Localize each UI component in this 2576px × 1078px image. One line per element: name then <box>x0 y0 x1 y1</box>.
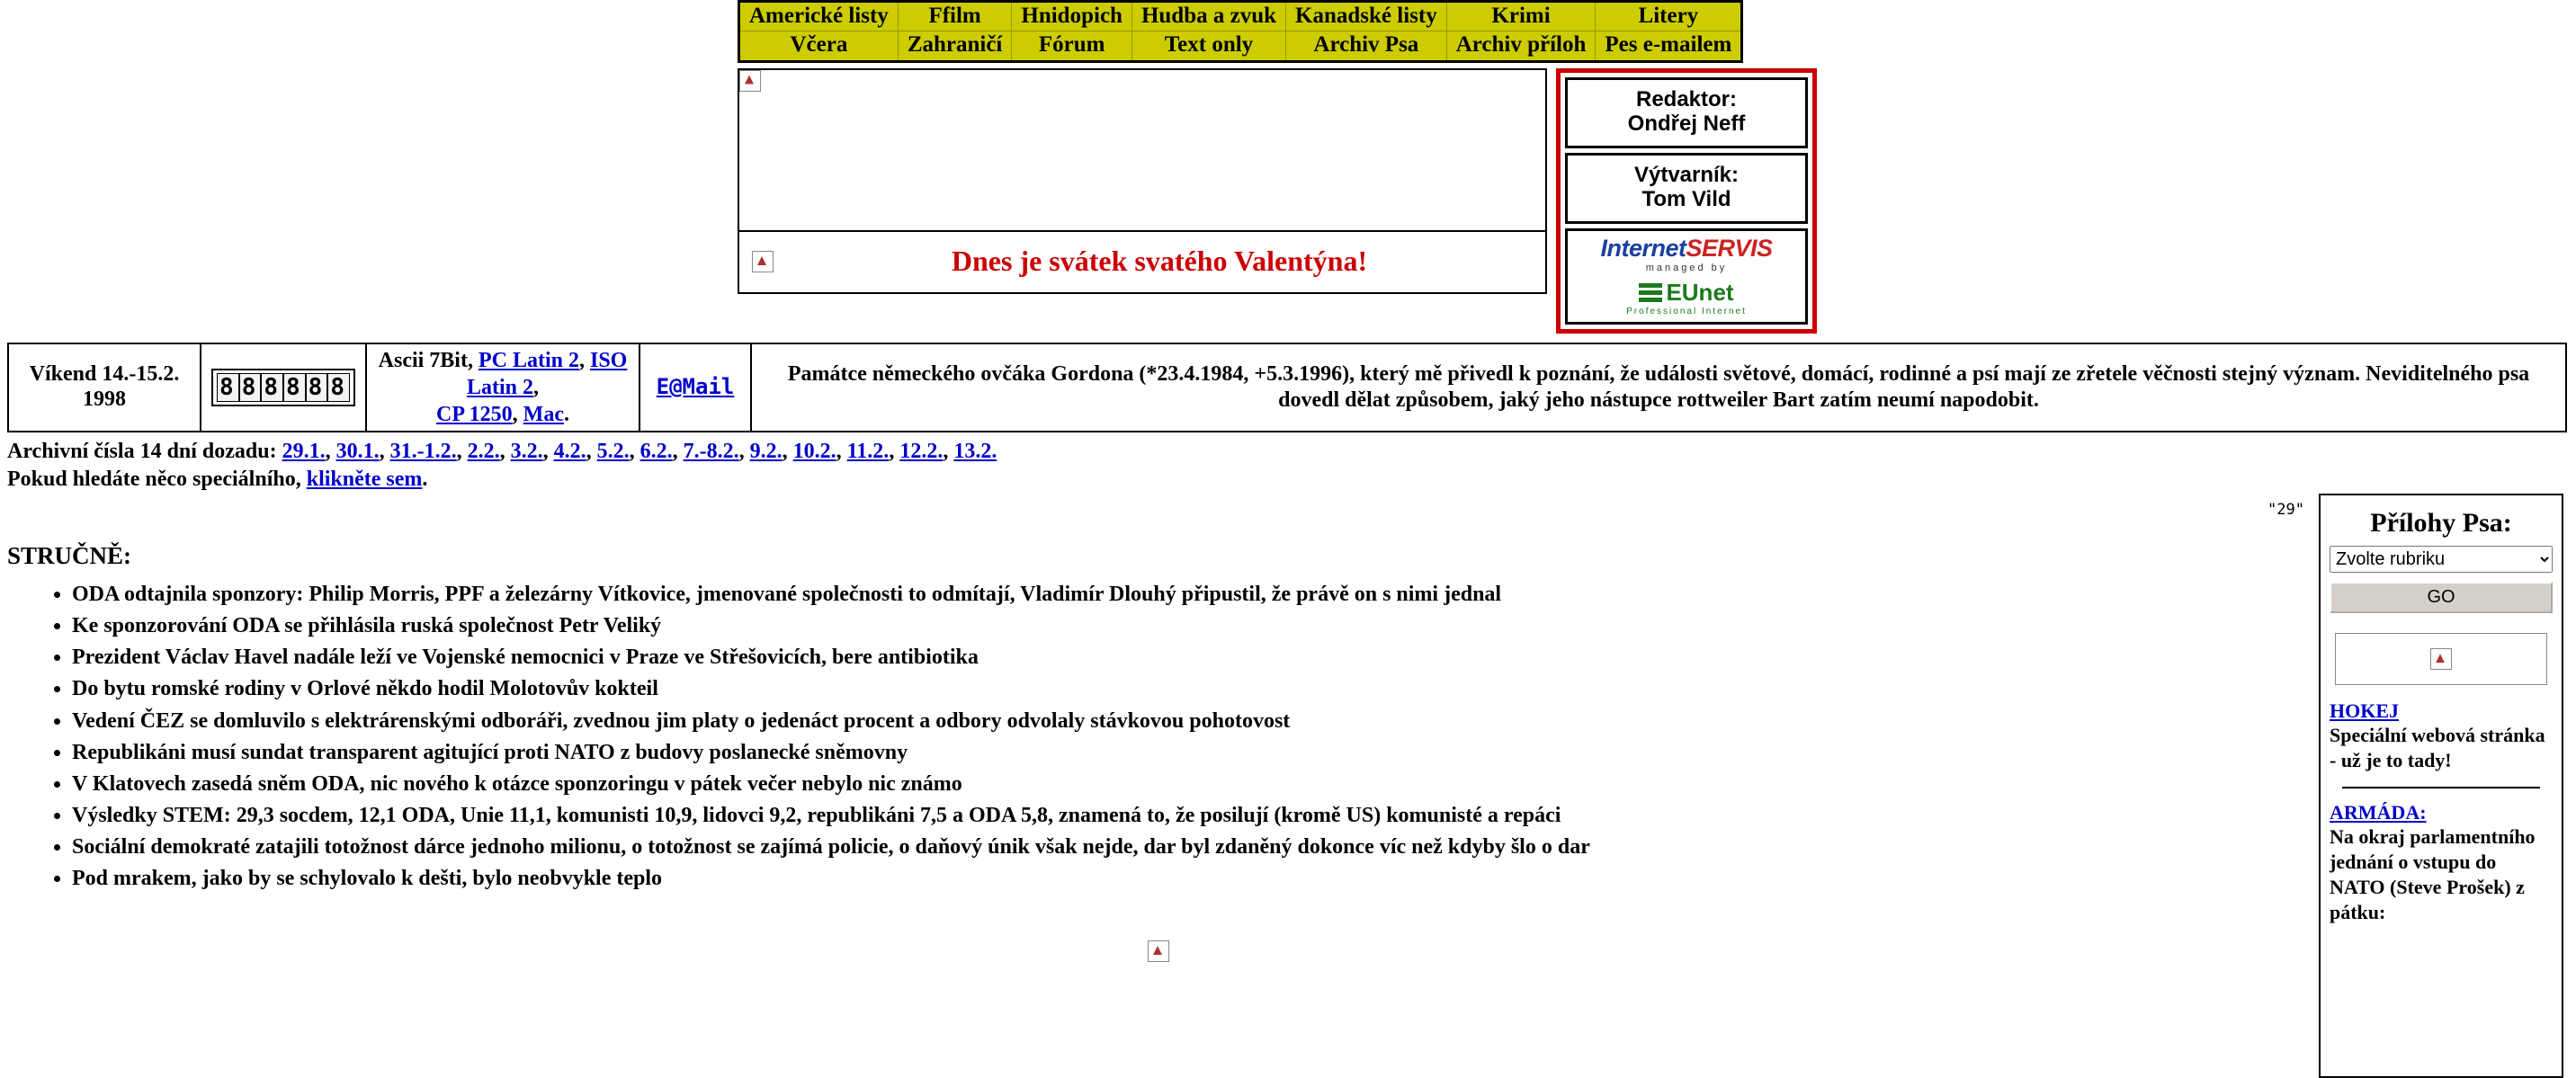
nav-table <box>738 0 1743 63</box>
date-line-2: 1998 <box>83 387 126 411</box>
list-item: • V Klatovech zasedá sněm ODA, nic nového k otázce sponzoringu v pátek večer nebylo nic známo <box>72 769 2310 799</box>
broken-image-icon <box>752 251 774 272</box>
date-cell <box>8 343 201 432</box>
counter-digit: 8 <box>217 373 239 402</box>
counter-digit: 8 <box>261 373 283 402</box>
counter-digit: 8 <box>239 373 262 402</box>
list-item: • Pod mrakem, jako by se schylovalo k dešti, bylo neobvykle teplo <box>72 863 2310 894</box>
banner-row <box>738 68 1817 334</box>
go-button[interactable]: GO <box>2330 582 2553 613</box>
list-item: • Ke sponzorování ODA se přihlásila ruská společnost Petr Veliký <box>72 610 2310 641</box>
email-link[interactable]: E@Mail <box>656 374 735 400</box>
list-item: • Republikáni musí sundat transparent agitující proti NATO z budovy poslanecké sněmovny <box>72 737 2310 768</box>
search-suffix: . <box>422 468 428 492</box>
internet-servis-word1: Internet <box>1600 234 1686 262</box>
archive-date-2[interactable]: 30.1. <box>335 439 380 463</box>
charset-link-iso-latin-2[interactable]: ISO Latin 2 <box>466 348 628 399</box>
valentine-row <box>739 232 1545 292</box>
archive-date-14[interactable]: 13.2. <box>953 439 997 463</box>
archive-date-1[interactable]: 29.1. <box>282 439 326 463</box>
eunet-bars-icon <box>1639 283 1662 305</box>
visitor-counter-cell <box>201 343 366 432</box>
charset-link-mac[interactable]: Mac <box>523 402 564 426</box>
counter-digit: 8 <box>327 373 350 402</box>
charset-cell: Ascii 7Bit, PC Latin 2, ISO Latin 2, CP 1250, Mac. <box>366 343 640 432</box>
list-item: • Vedení ČEZ se domluvilo s elektrárenskými odboráři, zvednou jim platy o jedenáct procent a odbory odvolaly stávkovou pohotovost <box>72 706 2310 736</box>
nav-item-hudba-a-zvuk[interactable]: Hudba a zvuk <box>1131 2 1285 31</box>
charset-link-cp-1250[interactable]: CP 1250 <box>436 402 513 426</box>
brief-news-list <box>7 579 2310 894</box>
archive-date-9[interactable]: 7.-8.2. <box>683 439 739 463</box>
editor-label: Redaktor: <box>1635 86 1738 111</box>
counter-digit: 8 <box>306 373 328 402</box>
charset-link-pc-latin-2[interactable]: PC Latin 2 <box>478 348 579 372</box>
archive-date-3[interactable]: 31.-1.2. <box>389 439 457 463</box>
archive-date-10[interactable]: 9.2. <box>749 439 783 463</box>
charset-current: Ascii 7Bit <box>378 348 468 372</box>
archive-date-13[interactable]: 12.2. <box>899 439 944 463</box>
archive-date-4[interactable]: 2.2. <box>467 439 500 463</box>
nav-item-americke-listy[interactable]: Americké listy <box>739 2 899 31</box>
sidebar-text-armada: Na okraj parlamentního jednání o vstupu do NATO (Steve Prošek) z pátku: <box>2330 824 2536 924</box>
nav-item-archiv-psa[interactable]: Archiv Psa <box>1286 31 1447 61</box>
list-item: • Prezident Václav Havel nadále leží ve Vojenské nemocnici v Praze ve Střešovicích, bere antibiotika <box>72 642 2310 673</box>
broken-image-icon <box>1148 940 1169 962</box>
eunet-word: EUnet <box>1666 278 1734 306</box>
banner-ad-slot[interactable] <box>739 70 1545 232</box>
rubrika-select[interactable] <box>2330 546 2553 573</box>
main-content <box>7 494 2310 1078</box>
sponsor-box[interactable] <box>1565 228 1808 325</box>
eunet-logo <box>1568 279 1805 316</box>
nav-item-text-only[interactable]: Text only <box>1131 31 1285 61</box>
archive-date-11[interactable]: 10.2. <box>792 439 836 463</box>
counter-digit: 8 <box>283 373 306 402</box>
archive-date-6[interactable]: 4.2. <box>553 439 586 463</box>
section-heading-strucne: STRUČNĚ: <box>7 542 132 570</box>
list-item: • Výsledky STEM: 29,3 socdem, 12,1 ODA, Unie 11,1, komunisti 10,9, lidovci 9,2, republikáni 7,5 a ODA 5,8, znamená to, že posilují (kromě US) komunisté a repáci <box>72 800 2310 831</box>
banner-right <box>1556 68 1817 334</box>
list-item: • Sociální demokraté zatajili totožnost dárce jednoho milionu, o totožnost se zajímá policie, o daňový únik však nejde, dar byl zdaněný dokonce víc než kdyby šlo o dar <box>72 832 2310 862</box>
broken-image-icon <box>739 70 761 92</box>
date-line-1: Víkend 14.-15.2. <box>29 362 180 387</box>
designer-label: Výtvarník: <box>1633 162 1740 187</box>
internet-servis-word2: SERVIS <box>1686 234 1773 262</box>
nav-item-forum[interactable]: Fórum <box>1012 31 1132 61</box>
banner-left <box>738 68 1547 294</box>
search-link[interactable]: klikněte sem <box>306 468 423 492</box>
search-prefix: Pokud hledáte něco speciálního, <box>7 468 301 492</box>
nav-item-krimi[interactable]: Krimi <box>1446 2 1596 31</box>
nav-item-hnidopich[interactable]: Hnidopich <box>1012 2 1132 31</box>
list-item: • ODA odtajnila sponzory: Philip Morris, PPF a železárny Vítkovice, jmenované společnosti to odmítají, Vladimír Dlouhý připustil, že právě on s nimi jednal <box>72 579 2310 610</box>
inline-image-slot <box>7 940 2310 962</box>
nav-item-pes-e-mailem[interactable]: Pes e-mailem <box>1596 31 1742 61</box>
archive-date-12[interactable]: 11.2. <box>846 439 890 463</box>
designer-name: Tom Vild <box>1641 187 1731 212</box>
sidebar-image-slot[interactable] <box>2335 633 2547 685</box>
sidebar-divider <box>2342 787 2540 788</box>
info-row <box>8 343 2566 432</box>
list-item: • Do bytu romské rodiny v Orlové někdo hodil Molotovův kokteil <box>72 673 2310 704</box>
sidebar-link-hokej[interactable]: HOKEJ <box>2330 699 2400 723</box>
sidebar-text-hokej: Speciální webová stránka - už je to tady! <box>2330 724 2545 772</box>
internet-servis-logo <box>1568 235 1805 273</box>
nav-row-2 <box>739 31 1742 61</box>
nav-item-vcera[interactable]: Včera <box>739 31 899 61</box>
sidebar-title: Přílohy Psa: <box>2370 508 2512 539</box>
nav-item-kanadske-listy[interactable]: Kanadské listy <box>1286 2 1447 31</box>
sidebar-link-armada[interactable]: ARMÁDA: <box>2330 800 2427 824</box>
archive-date-7[interactable]: 5.2. <box>596 439 630 463</box>
main-wrapper <box>7 494 2567 1078</box>
internet-servis-sub: managed by <box>1645 262 1728 273</box>
issue-marker: "29" <box>2267 501 2304 520</box>
nav-item-zahranici[interactable]: Zahraničí <box>898 31 1012 61</box>
eunet-sub: Professional Internet <box>1626 306 1747 316</box>
nav-row-1 <box>739 2 1742 31</box>
nav-item-litery[interactable]: Litery <box>1596 2 1742 31</box>
archive-label: Archivní čísla 14 dní dozadu: <box>7 439 277 463</box>
visitor-counter <box>211 369 355 406</box>
archive-date-8[interactable]: 6.2. <box>640 439 673 463</box>
email-cell <box>640 343 751 432</box>
editor-name: Ondřej Neff <box>1627 111 1746 137</box>
nav-item-ffilm[interactable]: Ffilm <box>898 2 1012 31</box>
archive-line: Archivní čísla 14 dní dozadu: 29.1., 30.1., 31.-1.2., 2.2., 3.2., 4.2., 5.2., 6.2., 7.-8.2., 9.2., 10.2., 11.2., 12.2., 13.2. Pokud hledáte něco speciálního, klikněte sem. <box>7 439 997 492</box>
broken-image-icon <box>2430 648 2452 670</box>
designer-box <box>1565 153 1808 224</box>
info-table <box>7 343 2567 432</box>
sidebar <box>2319 494 2563 1078</box>
valentine-message: Dnes je svátek svatého Valentýna! <box>951 244 1368 277</box>
memorial-quote: Památce německého ovčáka Gordona (*23.4.1984, +5.3.1996), který mě přivedl k poznání, že události světové, domácí, rodinné a psí mají ze zřetele věčnosti stejný význam. Neviditelného psa dovedl dělat způsobem, jaký jeho nástupce rottweiler Bart zatím neumí napodobit. <box>751 343 2566 432</box>
editor-box <box>1565 77 1808 148</box>
nav-item-archiv-priloh[interactable]: Archiv příloh <box>1446 31 1596 61</box>
archive-date-5[interactable]: 3.2. <box>510 439 543 463</box>
top-navigation <box>738 0 1817 63</box>
